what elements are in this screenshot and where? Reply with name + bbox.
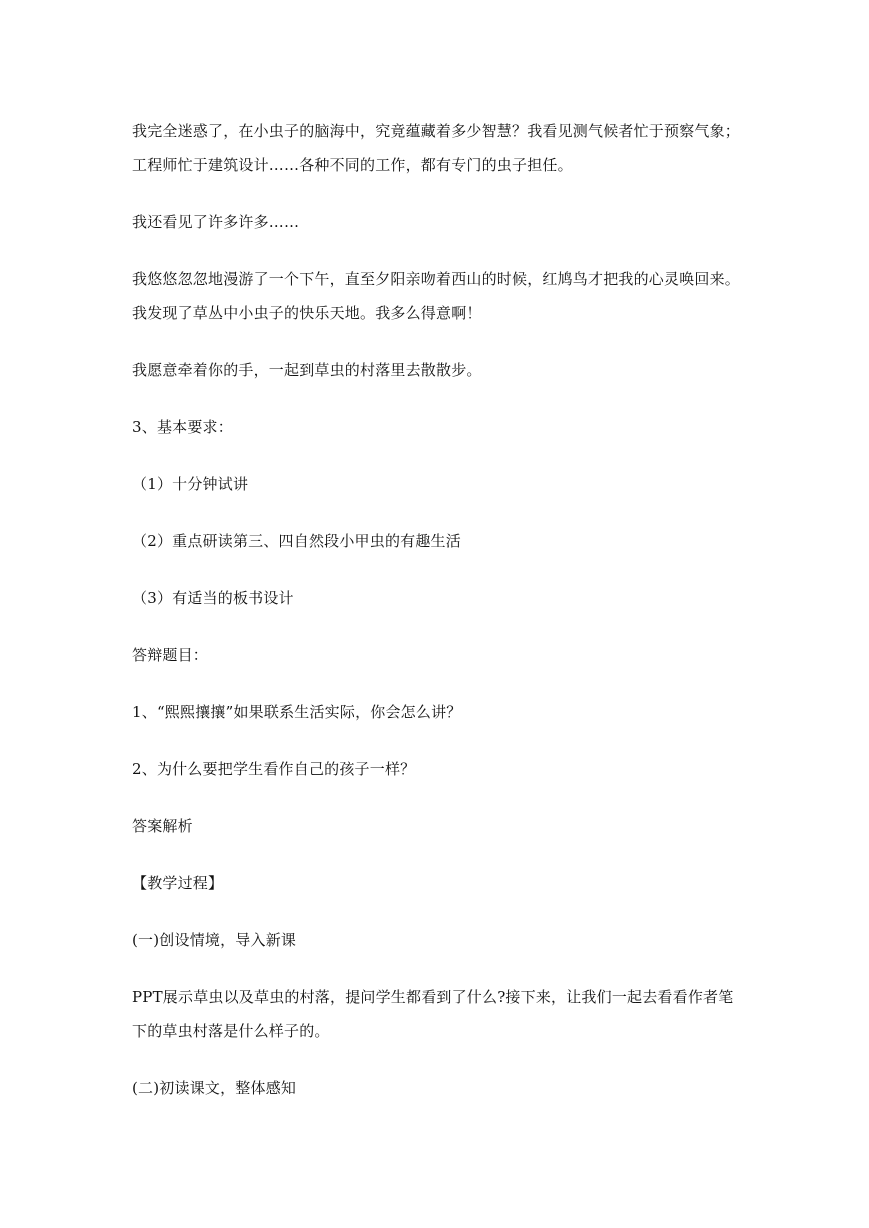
paragraph-line-3: 我还看见了许多许多…… bbox=[132, 213, 300, 231]
paragraph-line-6: 我愿意牵着你的手，一起到草虫的村落里去散散步。 bbox=[132, 361, 482, 379]
paragraph-line-ppt-2: 下的草虫村落是什么样子的。 bbox=[132, 1022, 330, 1040]
paragraph-line-4: 我悠悠忽忽地漫游了一个下午，直至夕阳亲吻着西山的时候，红鸠鸟才把我的心灵唤回来。 bbox=[132, 270, 741, 288]
paragraph-line-2: 工程师忙于建筑设计……各种不同的工作，都有专门的虫子担任。 bbox=[132, 156, 573, 174]
step-heading-2: (二)初读课文，整体感知 bbox=[132, 1079, 297, 1097]
defense-question-2: 2、为什么要把学生看作自己的孩子一样？ bbox=[132, 760, 416, 778]
section-heading-process: 【教学过程】 bbox=[132, 874, 224, 892]
section-heading-defense: 答辩题目： bbox=[132, 646, 209, 664]
paragraph-line-5: 我发现了草丛中小虫子的快乐天地。我多么得意啊！ bbox=[132, 304, 482, 322]
requirement-item-3: （3）有适当的板书设计 bbox=[132, 589, 294, 607]
section-heading-requirements: 3、基本要求： bbox=[132, 418, 233, 436]
defense-question-1: 1、“熙熙攘攘”如果联系生活实际，你会怎么讲？ bbox=[132, 703, 462, 721]
requirement-item-1: （1）十分钟试讲 bbox=[132, 475, 249, 493]
paragraph-line-ppt-1: PPT展示草虫以及草虫的村落，提问学生都看到了什么?接下来，让我们一起去看看作者笔 bbox=[132, 988, 734, 1006]
requirement-item-2: （2）重点研读第三、四自然段小甲虫的有趣生活 bbox=[132, 532, 461, 550]
step-heading-1: (一)创设情境，导入新课 bbox=[132, 931, 297, 949]
paragraph-line-1: 我完全迷惑了，在小虫子的脑海中，究竟蕴藏着多少智慧？我看见测气候者忙于预察气象； bbox=[132, 122, 741, 140]
section-heading-answer: 答案解析 bbox=[132, 817, 193, 835]
